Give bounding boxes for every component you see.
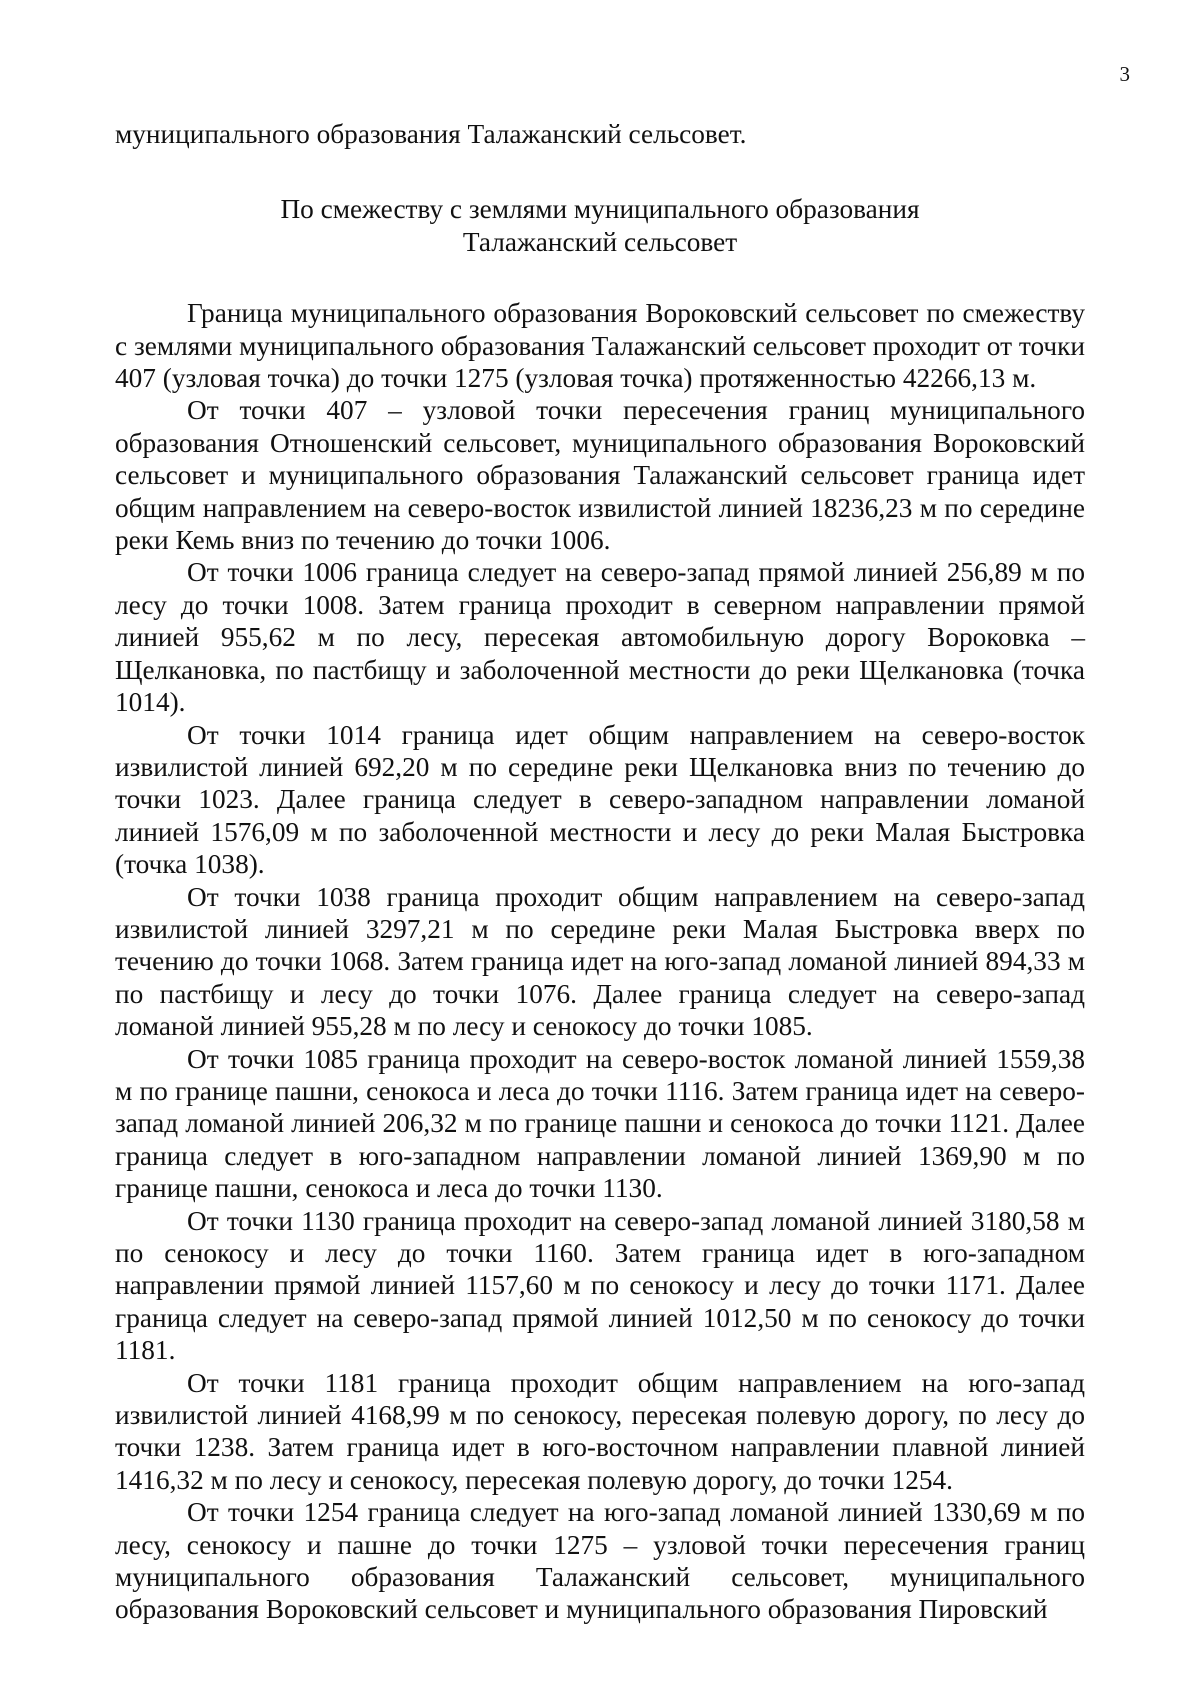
- document-body: [115, 118, 1085, 1626]
- paragraph: От точки 1181 граница проходит общим направлением на юго-запад извилистой линией 4168,99 м по сенокосу, пересекая полевую дорогу, по лесу до точки 1238. Затем граница идет в юго-восточном направлении плавной линией 1416,32 м по лесу и сенокосу, пересекая полевую дорогу, до точки 1254.: [115, 1367, 1085, 1495]
- section-heading-line-1: По смежеству с землями муниципального образования: [280, 194, 920, 225]
- section-heading-line-2: Талажанский сельсовет: [462, 226, 738, 257]
- paragraph: От точки 1014 граница идет общим направлением на северо-восток извилистой линией 692,20 м по середине реки Щелкановка вниз по течению до точки 1023. Далее граница следует в северо-западном направлении ломаной линией 1576,09 м по заболоченной местности и лесу до реки Малая Быстровка (точка 1038).: [115, 719, 1085, 880]
- continuation-line: муниципального образования Талажанский сельсовет.: [115, 119, 747, 149]
- paragraph: От точки 1254 граница следует на юго-запад ломаной линией 1330,69 м по лесу, сенокосу и пашне до точки 1275 – узловой точки пересечения границ муниципального образования Талажанский сельсовет, муниципального образования Вороковский сельсовет и муниципального образования Пировский: [115, 1497, 1085, 1625]
- section-heading: [115, 193, 1085, 258]
- paragraph-list: [115, 297, 1085, 1626]
- paragraph: Граница муниципального образования Вороковский сельсовет по смежеству с землями муниципального образования Талажанский сельсовет проходит от точки 407 (узловая точка) до точки 1275 (узловая точка) протяженностью 42266,13 м.: [115, 298, 1085, 394]
- paragraph: От точки 1006 граница следует на северо-запад прямой линией 256,89 м по лесу до точки 1008. Затем граница проходит в северном направлении прямой линией 955,62 м по лесу, пересекая автомобильную дорогу Вороковка – Щелкановка, по пастбищу и заболоченной местности до реки Щелкановка (точка 1014).: [115, 557, 1085, 718]
- paragraph: От точки 1085 граница проходит на северо-восток ломаной линией 1559,38 м по границе пашни, сенокоса и леса до точки 1116. Затем граница идет на северо-запад ломаной линией 206,32 м по границе пашни и сенокоса до точки 1121. Далее граница следует в юго-западном направлении ломаной линией 1369,90 м по границе пашни, сенокоса и леса до точки 1130.: [115, 1043, 1085, 1204]
- paragraph: От точки 407 – узловой точки пересечения границ муниципального образования Отношенский сельсовет, муниципального образования Вороковский сельсовет и муниципального образования Талажанский сельсовет граница идет общим направлением на северо-восток извилистой линией 18236,23 м по середине реки Кемь вниз по течению до точки 1006.: [115, 395, 1085, 556]
- paragraph: От точки 1130 граница проходит на северо-запад ломаной линией 3180,58 м по сенокосу и лесу до точки 1160. Затем граница идет в юго-западном направлении прямой линией 1157,60 м по сенокосу и лесу до точки 1171. Далее граница следует на северо-запад прямой линией 1012,50 м по сенокосу до точки 1181.: [115, 1205, 1085, 1366]
- page-number: 3: [1119, 62, 1130, 86]
- paragraph: От точки 1038 граница проходит общим направлением на северо-запад извилистой линией 3297,21 м по середине реки Малая Быстровка вверх по течению до точки 1068. Затем граница идет на юго-запад ломаной линией 894,33 м по пастбищу и лесу до точки 1076. Далее граница следует на северо-запад ломаной линией 955,28 м по лесу и сенокосу до точки 1085.: [115, 881, 1085, 1042]
